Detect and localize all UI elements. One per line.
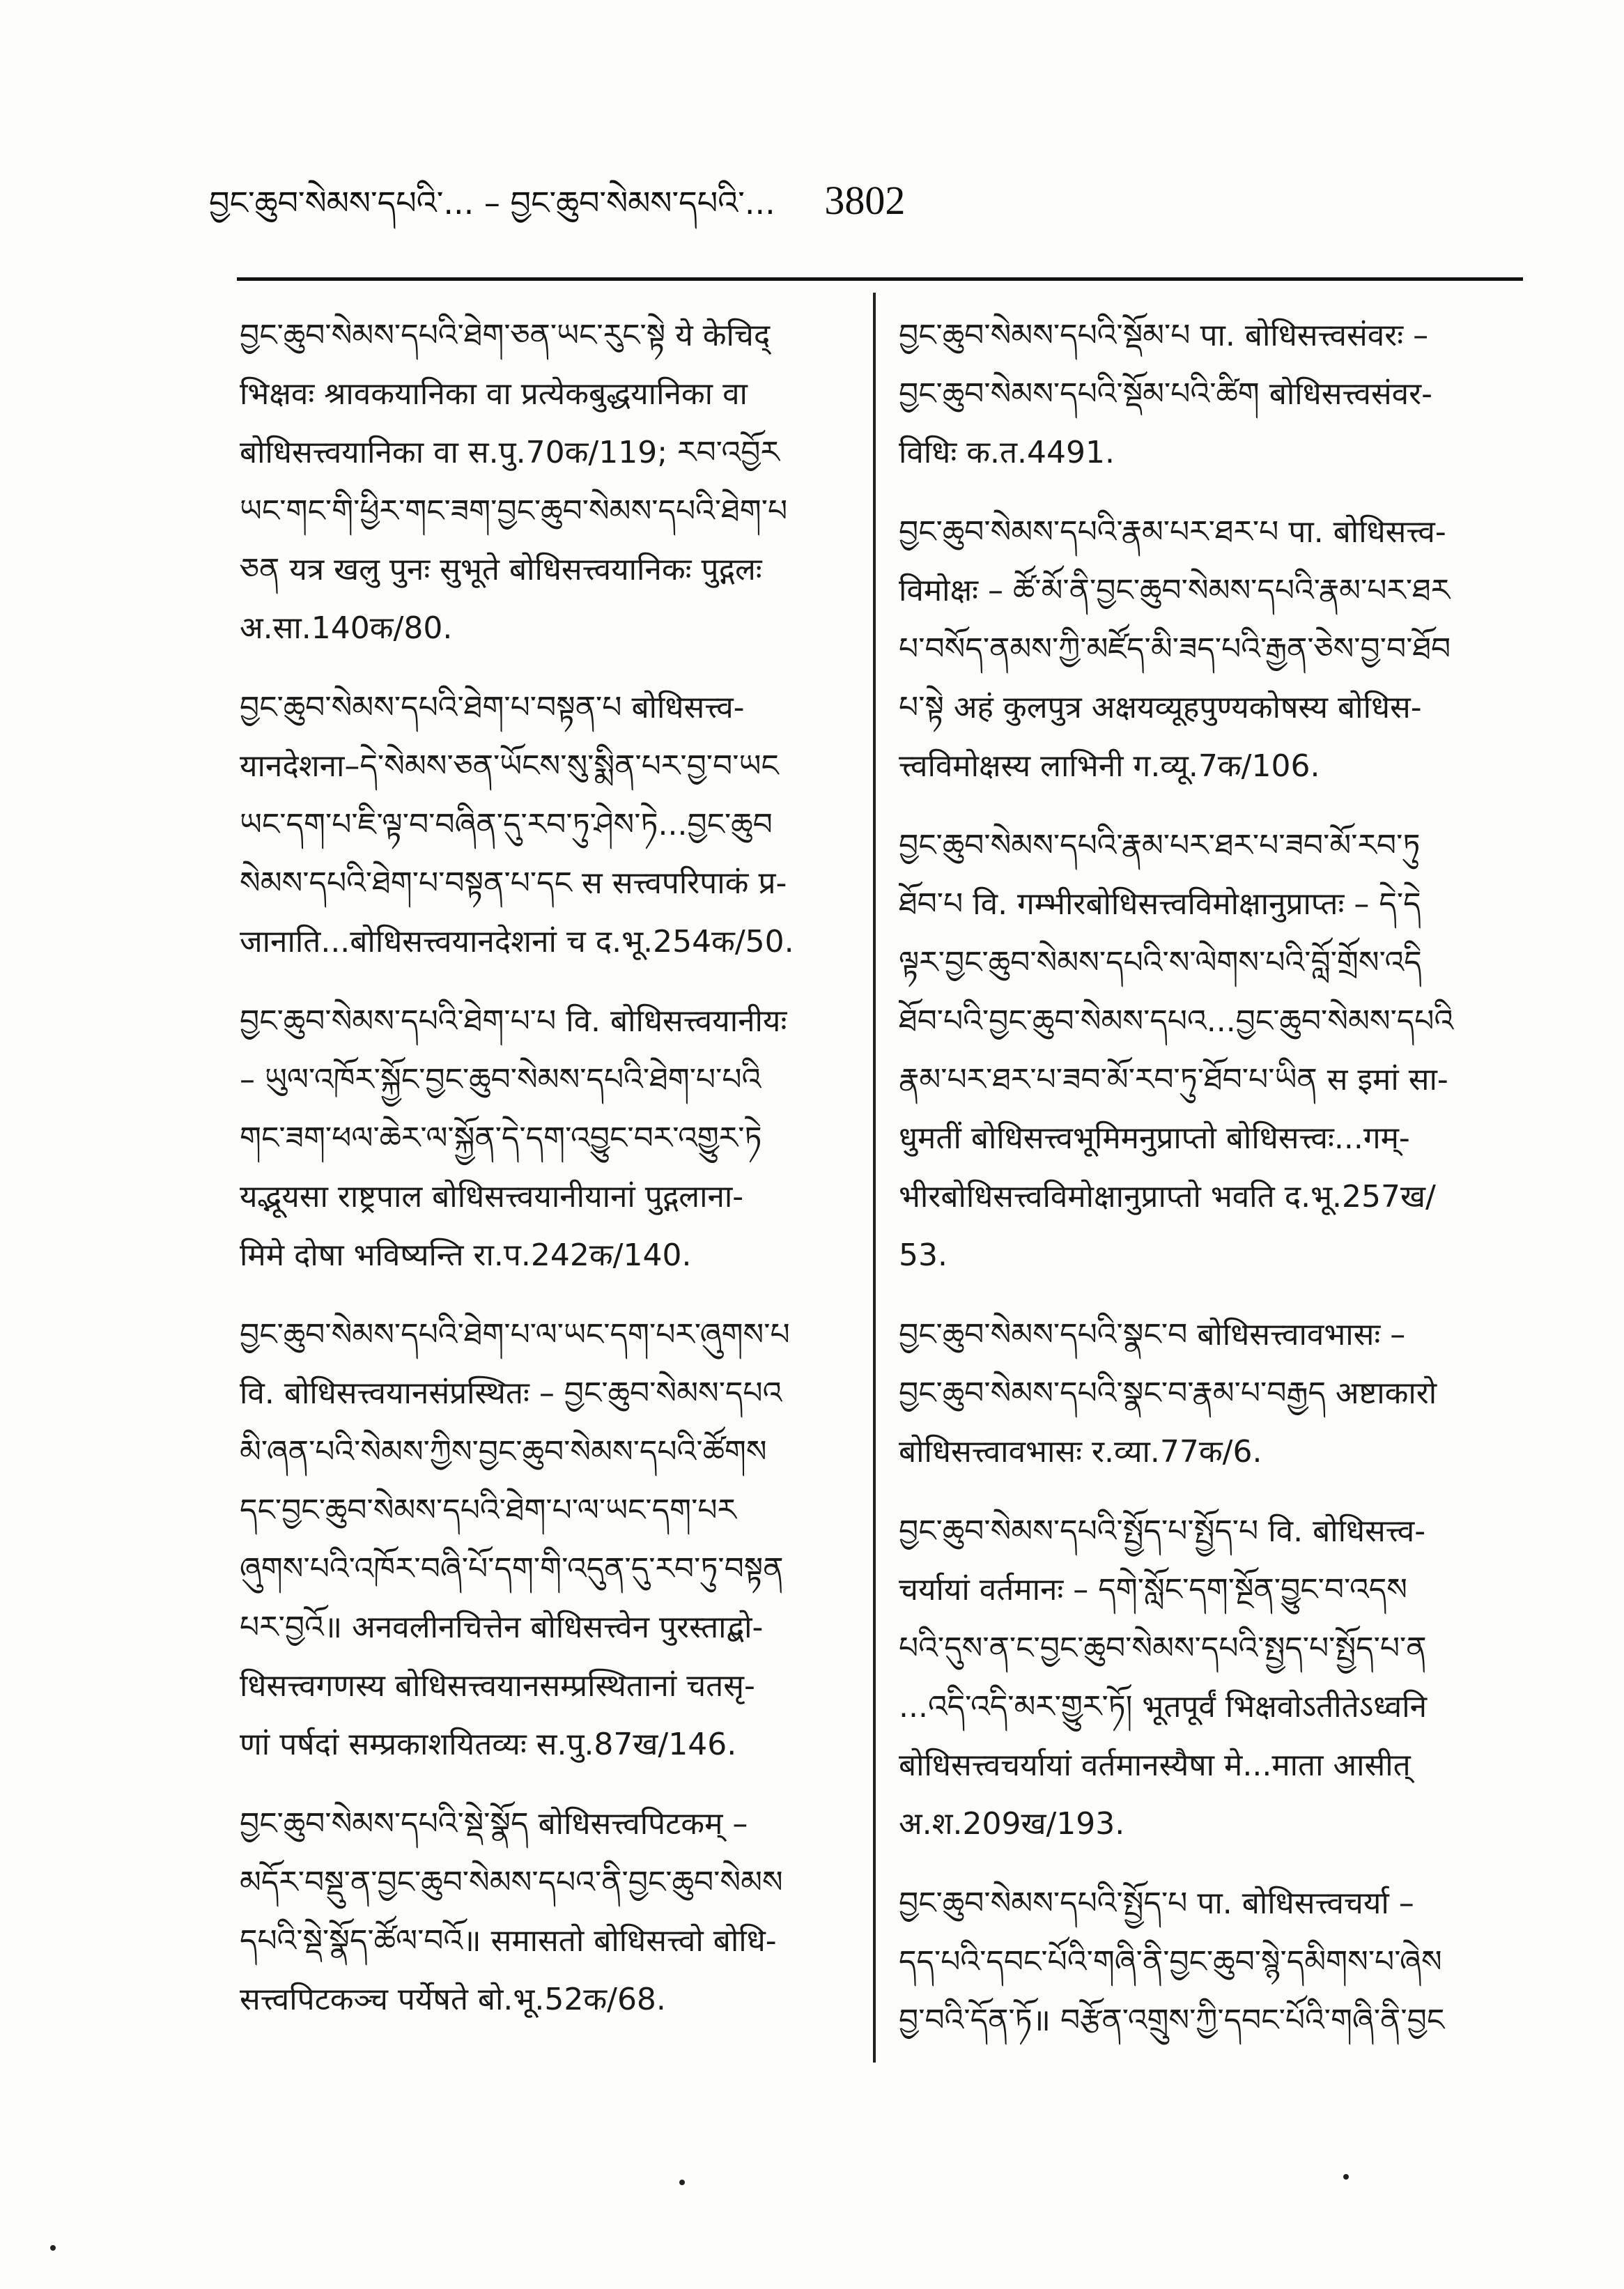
entry-line: ...འདི་འདི་མར་གྱུར་ཏོ། भूतपूर्वं भिक्षवोऽतीतेऽध्वनि [899,1689,1428,1725]
dictionary-entry [899,1874,1512,2050]
left-column [240,307,853,2050]
column-divider [873,293,876,2063]
entry-line: བྱང་ཆུབ་སེམས་དཔའི་སྡེ་སྣོད बोधिसत्त्वपिटकम् – [240,1806,748,1842]
entry-line: णां पर्षदां सम्प्रकाशयितव्यः स.पु.87ख/146. [240,1727,737,1762]
entry-line: अ.श.209ख/193. [899,1806,1125,1842]
entry-line: चर्यायां वर्तमानः – དགེ་སློང་དག་སྔོན་བྱུང་བ་འདས [899,1572,1407,1608]
dictionary-entry [899,817,1512,1285]
entry-line: भिक्षवः श्रावकयानिका वा प्रत्येकबुद्धयानिका वा [240,376,748,412]
page-header [209,180,905,224]
entry-line: དད་པའི་དབང་པོའི་གཞི་ནི་བྱང་ཆུབ་སྙེ་དམིགས་པ་ཞེས [899,1944,1442,1980]
entry-line: བྱང་ཆུབ་སེམས་དཔའི་སྤྱོད་པ पा. बोधिसत्त्वचर्या – [899,1886,1414,1921]
header-rule [237,277,1523,281]
dictionary-entry [240,679,853,971]
entry-line: བྱང་ཆུབ་སེམས་དཔའི་ཐེག་ཅན་ཡང་རུང་སྟེ ये केचिद् [240,318,771,353]
entry-line: बोधिसत्त्वयानिका वा स.पु.70क/119; རབ་འབྱོར [240,435,780,470]
entry-line: वि. बोधिसत्त्वयानसंप्रस्थितः – བྱང་ཆུབ་སེམས་དཔའ [240,1375,782,1411]
entry-line: यद्भूयसा राष्ट्रपाल बोधिसत्त्वयानीयानां पुद्गलाना- [240,1179,744,1215]
entry-line: जानाति...बोधिसत्त्वयानदेशनां च द.भू.254क/50. [240,924,794,959]
entry-line: བྱང་ཆུབ་སེམས་དཔའི་རྣམ་པར་ཐར་པ पा. बोधिसत्त्व- [899,514,1446,550]
entry-line: – ཡུལ་འཁོར་སྐྱོང་བྱང་ཆུབ་སེམས་དཔའི་ཐེག་པ་པའི [240,1062,761,1097]
entry-line: ཐོབ་པའི་བྱང་ཆུབ་སེམས་དཔའ...བྱང་ཆུབ་སེམས་དཔའི [899,1003,1454,1039]
entry-line: མདོར་བསྡུ་ན་བྱང་ཆུབ་སེམས་དཔའ་ནི་བྱང་ཆུབ་སེམས [240,1865,783,1900]
dictionary-entry [240,1306,853,1774]
entry-line: བྱང་ཆུབ་སེམས་དཔའི་སྣང་བ་རྣམ་པ་བརྒྱད अष्टाकारो [899,1375,1437,1411]
entry-line: विमोक्षः – ཚོ་མོ་ནི་བྱང་ཆུབ་སེམས་དཔའི་རྣམ་པར་ཐར [899,573,1451,608]
entry-line: अ.सा.140क/80. [240,610,453,646]
entry-line: བྱང་ཆུབ་སེམས་དཔའི་སྣང་བ बोधिसत्त्वावभासः – [899,1317,1406,1352]
entry-line: सत्त्वपिटकञ्च पर्येषते बो.भू.52क/68. [240,1982,666,2017]
entry-line: बोधिसत्त्वचर्यायां वर्तमानस्यैषा मे...माता आसीत् [899,1748,1411,1783]
entry-line: དཔའི་སྡེ་སྣོད་ཚོལ་བའོ॥ समासतो बोधिसत्त्वो बोधि- [240,1923,777,1959]
entry-line: པ་སྟེ अहं कुलपुत्र अक्षयव्यूहपुण्यकोषस्य बोधिस- [899,690,1422,725]
entry-line: ཐོབ་པ वि. गम्भीरबोधिसत्त्वविमोक्षानुप्राप्तः – དེ་དེ [899,886,1421,922]
entry-line: 53. [899,1238,948,1273]
dictionary-entry [899,1306,1512,1481]
speck-mark [1343,2174,1349,2180]
entry-line: བྱ་བའི་དོན་ཏོ॥ བརྩོན་འགྲུས་ཀྱི་དབང་པོའི་གཞི་ནི་བྱང [899,2003,1445,2038]
dictionary-entry [240,992,853,1285]
header-range: བྱང་ཆུབ་སེམས་དཔའི་... – བྱང་ཆུབ་སེམས་དཔའི་... [209,184,775,222]
dictionary-entry [240,1795,853,2029]
entry-line: विधिः क.त.4491. [899,435,1115,470]
entry-line: གང་ཟག་ཕལ་ཆེར་ལ་སྐྱོན་དེ་དག་འབྱུང་བར་འགྱུར་ཏེ [240,1120,762,1156]
dictionary-entry [899,1502,1512,1853]
entry-line: བྱང་ཆུབ་སེམས་དཔའི་རྣམ་པར་ཐར་པ་ཟབ་མོ་རབ་ཏུ [899,828,1421,863]
entry-line: བྱང་ཆུབ་སེམས་དཔའི་ཐེག་པ་ལ་ཡང་དག་པར་ཞུགས་པ [240,1317,790,1352]
entry-line: པ་བསོད་ནམས་ཀྱི་མཛོད་མི་ཟད་པའི་རྒྱན་ཅེས་བྱ་བ་ཐོབ [899,631,1451,667]
right-column [899,307,1512,2071]
entry-line: དང་བྱང་ཆུབ་སེམས་དཔའི་ཐེག་པ་ལ་ཡང་དག་པར [240,1493,736,1528]
dictionary-entry [899,307,1512,482]
entry-line: སེམས་དཔའི་ཐེག་པ་བསྟན་པ་དང स सत्त्वपरिपाकं प्र- [240,865,787,901]
entry-line: པར་བྱའོ॥ अनवलीनचित्तेन बोधिसत्त्वेन पुरस्ताद्बो- [240,1610,764,1645]
entry-line: बोधिसत्त्वावभासः र.व्या.77क/6. [899,1434,1262,1470]
entry-line: མི་ཞན་པའི་སེམས་ཀྱིས་བྱང་ཆུབ་སེམས་དཔའི་ཚོགས [240,1434,767,1470]
entry-line: ཡང་གང་གི་ཕྱིར་གང་ཟག་བྱང་ཆུབ་སེམས་དཔའི་ཐེག་པ [240,493,788,529]
page-number: 3802 [824,178,906,223]
entry-line: རྣམ་པར་ཐར་པ་ཟབ་མོ་རབ་ཏུ་ཐོབ་པ་ཡིན स इमां सा- [899,1062,1448,1097]
entry-line: मिमे दोषा भविष्यन्ति रा.प.242क/140. [240,1238,692,1273]
entry-line: यानदेशना–དེ་སེམས་ཅན་ཡོངས་སུ་སྨིན་པར་བྱ་བ་ཡང [240,748,779,784]
entry-line: བྱང་ཆུབ་སེམས་དཔའི་ཐེག་པ་པ वि. बोधिसत्त्वयानीयः [240,1003,787,1039]
entry-line: བྱང་ཆུབ་སེམས་དཔའི་སྡོམ་པ पा. बोधिसत्त्वसंवरः – [899,318,1429,353]
speck-mark [679,2180,685,2185]
entry-line: བྱང་ཆུབ་སེམས་དཔའི་སྡོམ་པའི་ཚིག बोधिसत्त्वसंवर- [899,376,1432,412]
entry-line: त्त्वविमोक्षस्य लाभिनी ग.व्यू.7क/106. [899,748,1320,784]
entry-line: བྱང་ཆུབ་སེམས་དཔའི་སྤྱོད་པ་སྤྱོད་པ वि. बोधिसत्त्व- [899,1513,1426,1549]
entry-line: ལྟར་བྱང་ཆུབ་སེམས་དཔའི་ས་ལེགས་པའི་བློ་གྲོས་འདི [899,945,1422,980]
speck-mark [50,2245,56,2251]
entry-line: धिसत्त्वगणस्य बोधिसत्त्वयानसम्प्रस्थितानां चतसृ- [240,1668,755,1704]
entry-line: བྱང་ཆུབ་སེམས་དཔའི་ཐེག་པ་བསྟན་པ बोधिसत्त्व- [240,690,745,725]
entry-line: པའི་དུས་ན་ང་བྱང་ཆུབ་སེམས་དཔའི་སྤྱད་པ་སྤྱོད་པ་ན [899,1631,1427,1666]
entry-line: ཡང་དག་པ་ཇི་ལྟ་བ་བཞིན་དུ་རབ་ཏུ་ཤེས་ཏེ...བྱང་ཆུབ [240,807,773,842]
entry-line: ཞུགས་པའི་འཁོར་བཞི་པོ་དག་གི་འདུན་དུ་རབ་ཏུ་བསྟན [240,1551,784,1587]
entry-line: भीरबोधिसत्त्वविमोक्षानुप्राप्तो भवति द.भू.257ख/ [899,1179,1436,1215]
dictionary-entry [240,307,853,658]
entry-line: धुमतीं बोधिसत्त्वभूमिमनुप्राप्तो बोधिसत्त्वः...गम्- [899,1120,1410,1156]
dictionary-entry [899,503,1512,796]
entry-line: ཅན यत्र खलु पुनः सुभूते बोधिसत्त्वयानिकः पुद्गलः [240,552,762,587]
